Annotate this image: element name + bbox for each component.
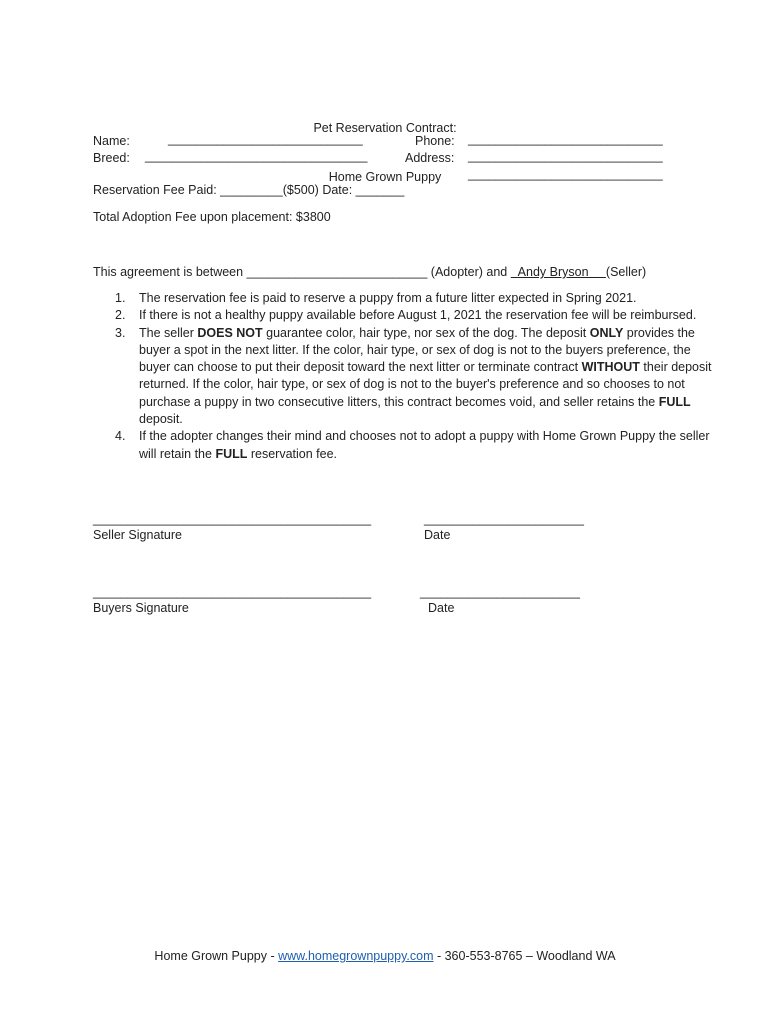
term-number: 3. (115, 325, 126, 340)
term-text: The seller (139, 325, 198, 340)
term-text: guarantee color, hair type, nor sex of the dog. The deposit (262, 325, 590, 340)
phone-label: Phone: (415, 134, 455, 148)
term-text: their deposit returned. If the color, hair type, or sex of dog is not to the buyer's preference and so chooses to not purchase a puppy in two consecutive litters, this contract becomes void, and seller retains the (139, 360, 712, 409)
term-emphasis: FULL (215, 446, 248, 461)
agreement-line (93, 264, 646, 280)
term-item (115, 428, 719, 463)
agreement-seller-suffix: (Seller) (605, 265, 647, 279)
agreement-adopter-suffix: (Adopter) and (427, 265, 511, 279)
address-field-1[interactable]: ____________________________ (468, 149, 663, 163)
term-item (115, 325, 719, 429)
reservation-fee-line: Reservation Fee Paid: _________($500) Date: _______ (93, 183, 405, 197)
seller-name-text: Andy Bryson (517, 265, 589, 279)
seller-date-line[interactable]: _______________________ (424, 512, 584, 526)
term-number: 4. (115, 429, 126, 444)
term-emphasis: DOES NOT (197, 325, 263, 340)
term-text: provides the buyer a spot in the next litter. If the color, hair type, or sex of dog is not to the buyers preference, the buyer can choose to put their deposit toward the next litter or terminate contract (139, 325, 695, 375)
seller-date-label: Date (424, 528, 451, 542)
breed-field[interactable]: ________________________________ (145, 149, 368, 163)
phone-field[interactable]: ____________________________ (468, 132, 663, 146)
term-emphasis: ONLY (589, 325, 624, 340)
term-emphasis: WITHOUT (581, 360, 640, 375)
seller-signature-label: Seller Signature (93, 528, 182, 542)
term-text: If there is not a healthy puppy available before August 1, 2021 the reservation fee will be reimbursed. (139, 308, 697, 323)
breed-label: Breed: (93, 151, 130, 165)
buyer-signature-label: Buyers Signature (93, 601, 189, 615)
seller-name (511, 265, 606, 279)
term-text: deposit. (139, 412, 183, 427)
term-item (115, 307, 719, 324)
term-text: reservation fee. (247, 446, 338, 461)
seller-signature-line[interactable]: ________________________________________ (93, 512, 372, 526)
buyer-date-label: Date (428, 601, 455, 615)
total-fee-line: Total Adoption Fee upon placement: $3800 (93, 210, 331, 224)
name-field[interactable]: ____________________________ (168, 132, 363, 146)
term-item (115, 290, 719, 307)
footer-suffix: - 360-553-8765 – Woodland WA (433, 949, 616, 963)
title-line-1: Pet Reservation Contract: (313, 121, 457, 135)
term-number: 2. (115, 308, 126, 323)
name-label: Name: (93, 134, 130, 148)
title-line-2: Home Grown Puppy (328, 170, 442, 184)
term-text: If the adopter changes their mind and chooses not to adopt a puppy with Home Grown Puppy the seller will retain the (139, 429, 710, 461)
footer-prefix: Home Grown Puppy - (154, 949, 279, 963)
website-link[interactable]: www.homegrownpuppy.com (278, 949, 434, 963)
address-label: Address: (405, 151, 455, 165)
address-field-2[interactable]: ____________________________ (468, 167, 663, 181)
term-emphasis: FULL (658, 394, 691, 409)
buyer-date-line[interactable]: _______________________ (420, 585, 580, 599)
term-number: 1. (115, 291, 126, 305)
adopter-field[interactable]: __________________________ (246, 265, 428, 279)
agreement-prefix: This agreement is between (93, 265, 247, 279)
term-text: The reservation fee is paid to reserve a puppy from a future litter expected in Spring 2021. (139, 291, 637, 305)
footer (0, 948, 770, 964)
terms-list (93, 290, 719, 463)
buyer-signature-line[interactable]: ________________________________________ (93, 585, 372, 599)
